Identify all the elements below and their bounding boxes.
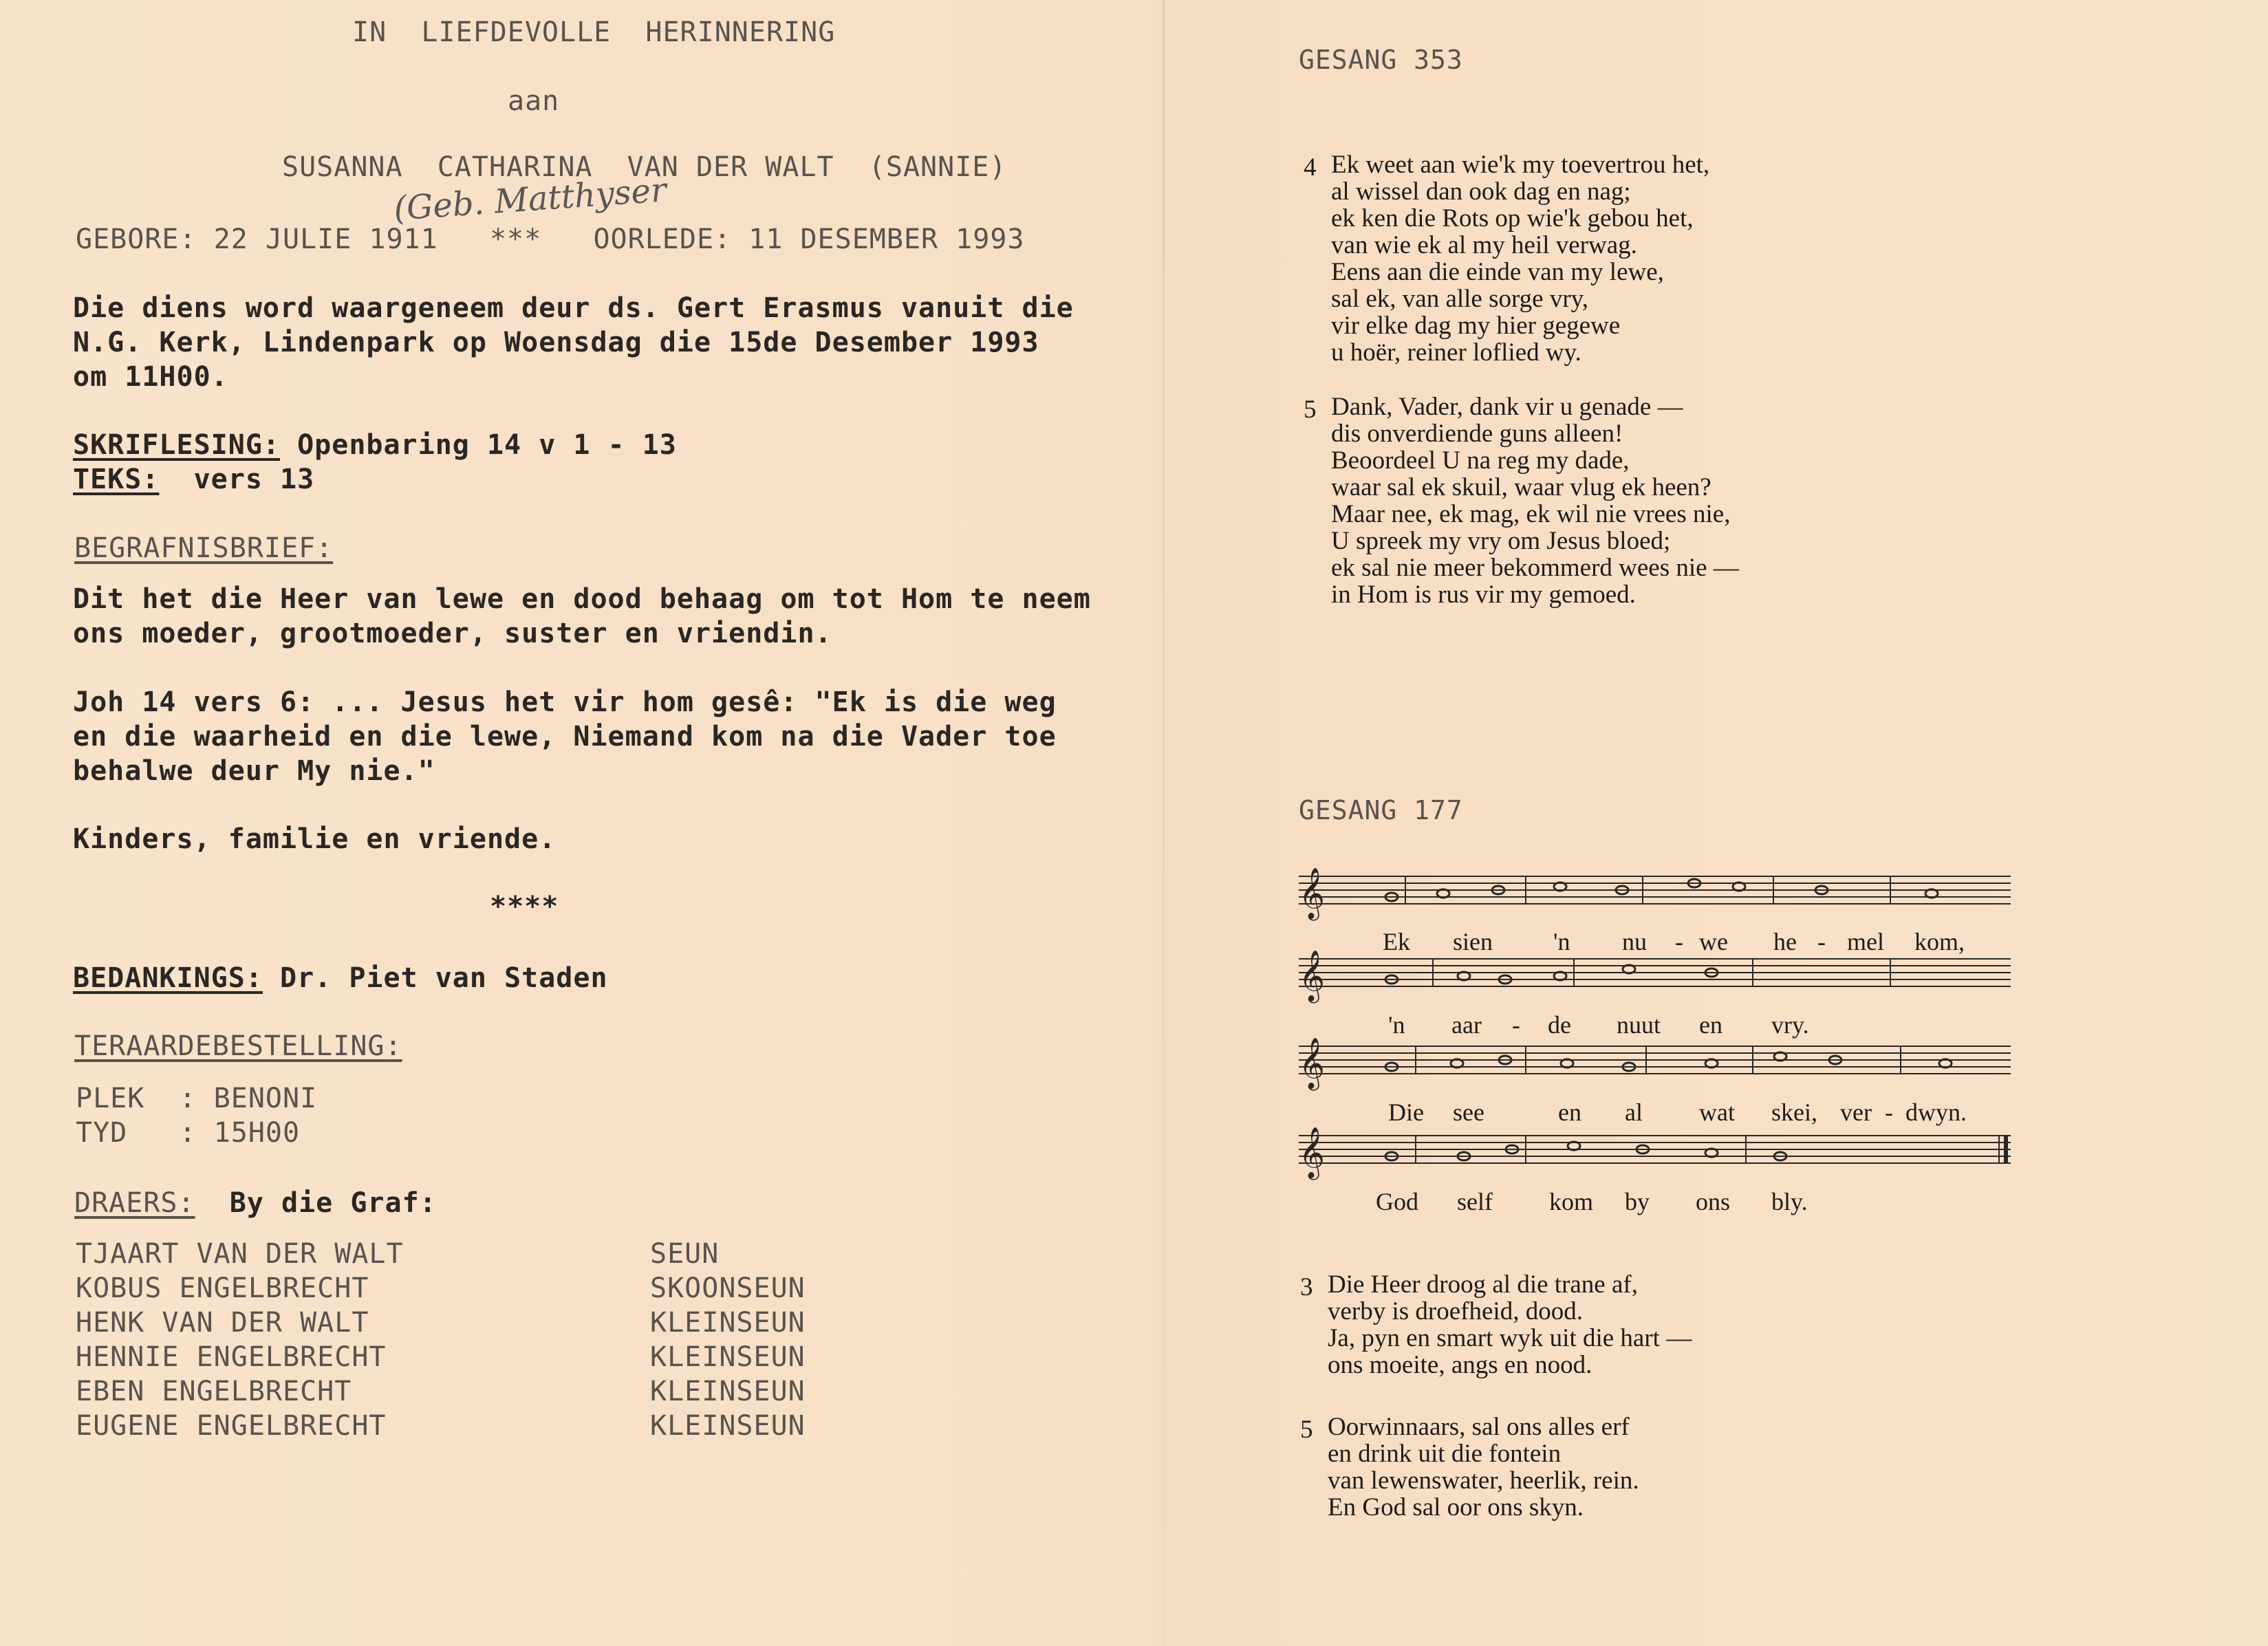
lyric-syllable: 'n	[1553, 928, 1570, 955]
verse-line: sal ek, van alle sorge vry,	[1331, 285, 1588, 313]
begrafnisbrief-line-1: Dit het die Heer van lewe en dood behaag om tot Hom te neem	[73, 583, 1091, 615]
lyric-syllable: ons	[1696, 1188, 1731, 1215]
draers-label: DRAERS:	[74, 1187, 195, 1219]
lyric-syllable: nuut	[1617, 1011, 1661, 1039]
gesang-177-title: GESANG 177	[1299, 795, 1463, 825]
bedankings-label: BEDANKINGS:	[73, 962, 263, 994]
lyric-syllable: al	[1625, 1098, 1643, 1126]
skriflesing-label: SKRIFLESING:	[73, 429, 280, 461]
verse-number: 3	[1300, 1273, 1313, 1301]
lyric-syllable: skei,	[1771, 1098, 1817, 1126]
lyric-syllable: wat	[1699, 1098, 1735, 1126]
gesang-177-verse-3	[1328, 1271, 1692, 1378]
bearer-name: HENNIE ENGELBRECHT	[76, 1341, 387, 1373]
verse-line: ek sal nie meer bekommerd wees nie —	[1331, 554, 1739, 582]
verse-line: waar sal ek skuil, waar vlug ek heen?	[1331, 473, 1711, 501]
music-staff-2	[1299, 948, 2014, 1017]
lyric-syllable: sien	[1453, 928, 1493, 955]
verse-line: Oorwinnaars, sal ons alles erf	[1328, 1413, 1630, 1441]
lyric-syllable: God	[1376, 1188, 1418, 1215]
verse-line: van wie ek al my heil verwag.	[1331, 231, 1637, 259]
verse-number: 4	[1304, 153, 1317, 182]
bearer-relation: SEUN	[650, 1238, 720, 1270]
service-line-1: Die diens word waargeneem deur ds. Gert Erasmus vanuit die	[73, 292, 1074, 324]
verse-line: vir elke dag my hier gegewe	[1331, 312, 1621, 340]
draers-value: By die Graf:	[195, 1187, 437, 1219]
verse-line: van lewenswater, heerlik, rein.	[1328, 1466, 1639, 1495]
bearer-name: TJAART VAN DER WALT	[76, 1238, 404, 1270]
lyric-syllable: vry.	[1771, 1011, 1809, 1039]
joh-line-2: en die waarheid en die lewe, Niemand kom na die Vader toe	[73, 721, 1057, 752]
lyric-syllable: -	[1885, 1098, 1893, 1126]
tyd-row: TYD : 15H00	[76, 1117, 301, 1149]
bearer-name: EBEN ENGELBRECHT	[76, 1376, 352, 1407]
draers-row	[74, 1186, 437, 1220]
kinders-text: Kinders, familie en vriende.	[73, 823, 557, 855]
lyric-syllable: he	[1773, 928, 1797, 955]
verse-number: 5	[1300, 1416, 1313, 1444]
verse-line: dis onverdiende guns alleen!	[1331, 420, 1623, 448]
bearer-relation: KLEINSEUN	[650, 1307, 806, 1339]
svg-text:𝄞: 𝄞	[1299, 951, 1325, 1001]
handwritten-maiden-name: (Geb. Matthyser	[392, 171, 668, 228]
svg-text:𝄞: 𝄞	[1299, 1038, 1325, 1089]
verse-line: al wissel dan ook dag en nag;	[1331, 177, 1631, 206]
service-line-3: om 11H00.	[73, 361, 228, 393]
bearer-relation: KLEINSEUN	[650, 1410, 806, 1442]
verse-line: ek ken die Rots op wie'k gebou het,	[1331, 204, 1694, 232]
lyric-syllable: bly.	[1771, 1188, 1808, 1215]
lyric-syllable: self	[1457, 1188, 1493, 1215]
svg-text:𝄞: 𝄞	[1299, 868, 1325, 919]
teks-label: TEKS:	[73, 464, 160, 495]
lyric-syllable: -	[1512, 1011, 1520, 1039]
lyric-syllable: kom	[1549, 1188, 1594, 1215]
lyric-syllable: see	[1453, 1098, 1484, 1126]
memorial-title: IN LIEFDEVOLLE HERINNERING	[352, 17, 836, 48]
lyric-syllable: Die	[1388, 1098, 1424, 1126]
verse-line: Ja, pyn en smart wyk uit die hart —	[1328, 1324, 1692, 1352]
verse-line: ons moeite, angs en nood.	[1328, 1351, 1592, 1379]
joh-line-3: behalwe deur My nie."	[73, 755, 435, 787]
svg-text:𝄞: 𝄞	[1299, 1127, 1325, 1178]
lyric-syllable: Ek	[1383, 928, 1410, 955]
gesang-177-verse-5	[1328, 1414, 1639, 1521]
aan-text: aan	[508, 85, 560, 117]
lyric-syllable: en	[1558, 1098, 1581, 1126]
lyric-syllable: kom,	[1914, 928, 1965, 955]
begrafnisbrief-label: BEGRAFNISBRIEF:	[74, 532, 334, 564]
lyric-syllable: en	[1699, 1011, 1722, 1039]
verse-line: En God sal oor ons skyn.	[1328, 1493, 1584, 1522]
deceased-name: SUSANNA CATHARINA VAN DER WALT (SANNIE)	[282, 151, 1007, 183]
gesang-353-title: GESANG 353	[1299, 45, 1463, 75]
plek-row: PLEK : BENONI	[76, 1083, 318, 1114]
begrafnisbrief-line-2: ons moeder, grootmoeder, suster en vriendin.	[73, 618, 832, 649]
bearer-relation: KLEINSEUN	[650, 1376, 806, 1407]
birth-death-dates: GEBORE: 22 JULIE 1911 *** OORLEDE: 11 DESEMBER 1993	[76, 224, 1025, 255]
bedankings-value: Dr. Piet van Staden	[262, 962, 608, 994]
verse-line: in Hom is rus vir my gemoed.	[1331, 581, 1636, 609]
lyric-syllable: dwyn.	[1905, 1098, 1967, 1126]
verse-line: Eens aan die einde van my lewe,	[1331, 258, 1664, 286]
bearer-relation: KLEINSEUN	[650, 1341, 806, 1373]
lyric-syllable: 'n	[1388, 1011, 1405, 1039]
verse-line: Maar nee, ek mag, ek wil nie vrees nie,	[1331, 500, 1731, 528]
verse-line: en drink uit die fontein	[1328, 1440, 1562, 1468]
skriflesing-row	[73, 428, 677, 462]
music-staff-3	[1299, 1035, 2014, 1104]
bearer-name: KOBUS ENGELBRECHT	[76, 1273, 369, 1304]
joh-line-1: Joh 14 vers 6: ... Jesus het vir hom gesê: "Ek is die weg	[73, 686, 1057, 718]
lyric-syllable: -	[1817, 928, 1826, 955]
lyric-syllable: by	[1625, 1188, 1650, 1215]
teks-value: vers 13	[159, 464, 315, 495]
lyric-syllable: we	[1699, 928, 1728, 955]
lyric-syllable: mel	[1847, 928, 1884, 955]
teraarde-label: TERAARDEBESTELLING:	[74, 1030, 402, 1062]
lyric-syllable: -	[1675, 928, 1683, 955]
verse-line: Ek weet aan wie'k my toevertrou het,	[1331, 151, 1710, 179]
verse-line: Dank, Vader, dank vir u genade —	[1331, 393, 1683, 421]
lyric-syllable: ver	[1840, 1098, 1872, 1126]
verse-line: U spreek my vry om Jesus bloed;	[1331, 527, 1671, 555]
music-staff-1	[1299, 865, 2014, 934]
gesang-353-verse-4	[1331, 151, 1709, 366]
verse-line: Beoordeel U na reg my dade,	[1331, 446, 1630, 475]
lyric-syllable: de	[1548, 1011, 1571, 1039]
verse-line: Die Heer droog al die trane af,	[1328, 1270, 1638, 1299]
center-fold	[1163, 0, 1165, 1646]
music-staff-4	[1299, 1125, 2014, 1193]
lyric-syllable: nu	[1622, 928, 1647, 955]
verse-line: verby is droefheid, dood.	[1328, 1297, 1583, 1325]
verse-number: 5	[1304, 396, 1317, 424]
stars-divider: ****	[490, 891, 559, 922]
gesang-353-verse-5	[1331, 393, 1739, 608]
bedankings-row	[73, 961, 608, 995]
bearer-relation: SKOONSEUN	[650, 1273, 806, 1304]
skriflesing-value: Openbaring 14 v 1 - 13	[279, 429, 677, 461]
lyric-syllable: aar	[1451, 1011, 1482, 1039]
teks-row	[73, 462, 314, 497]
bearer-name: EUGENE ENGELBRECHT	[76, 1410, 387, 1442]
bearer-name: HENK VAN DER WALT	[76, 1307, 369, 1339]
service-line-2: N.G. Kerk, Lindenpark op Woensdag die 15de Desember 1993	[73, 327, 1039, 358]
verse-line: u hoër, reiner loflied wy.	[1331, 338, 1581, 367]
